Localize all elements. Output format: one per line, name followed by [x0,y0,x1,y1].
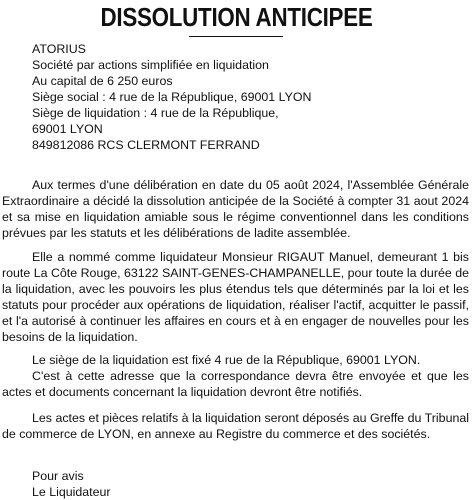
paragraph-correspondence: C'est à cette adresse que la correspondance devra être envoyée et que les actes et documents concernant la liquidation devront être notifiés. [2,369,469,399]
signature-line-2: Le Liquidateur [32,485,111,499]
company-registered-office: Siège social : 4 rue de la République, 69001 LYON [32,90,312,104]
title-underline [189,36,283,37]
signature-block [32,468,332,500]
company-legal-form: Société par actions simplifiée en liquidation [32,58,269,72]
company-liquidation-office: Siège de liquidation : 4 rue de la République, [32,106,279,120]
company-liquidation-city: 69001 LYON [32,122,103,136]
company-registration: 849812086 RCS CLERMONT FERRAND [32,138,260,152]
signature-line-1: Pour avis [32,469,84,483]
paragraph-dissolution: Aux termes d'une délibération en date du 05 août 2024, l'Assemblée Générale Extraordinaire a décidé la dissolution anticipée de la Société à compter 31 aout 2024 et sa mise en liquidation amiable sous le régime conventionnel dans les conditions prévues par les statuts et les délibérations de ladite assemblée. [2,178,469,240]
company-name: ATORIUS [32,42,86,56]
paragraph-liquidator: Elle a nommé comme liquidateur Monsieur RIGAUT Manuel, demeurant 1 bis route La Côte Rouge, 63122 SAINT-GENES-CHAMPANELLE, pour toute la durée de la liquidation, avec les pouvoirs les plus étendus tels que déterminés par la loi et les statuts pour procéder aux opérations de liquidation, réaliser l'actif, acquitter le passif, et l'a autorisé à continuer les affaires en cours et à en engager de nouvelles pour les besoins de la liquidation. [2,250,469,344]
paragraph-filing: Les actes et pièces relatifs à la liquidation seront déposés au Greffe du Tribunal de commerce de LYON, en annexe au Registre du commerce et des sociétés. [2,411,469,441]
company-details [32,41,462,153]
paragraph-liquidation-seat: Le siège de la liquidation est fixé 4 rue de la République, 69001 LYON. [32,353,421,367]
company-capital: Au capital de 6 250 euros [32,74,173,88]
notice-title: DISSOLUTION ANTICIPEE [100,2,373,32]
